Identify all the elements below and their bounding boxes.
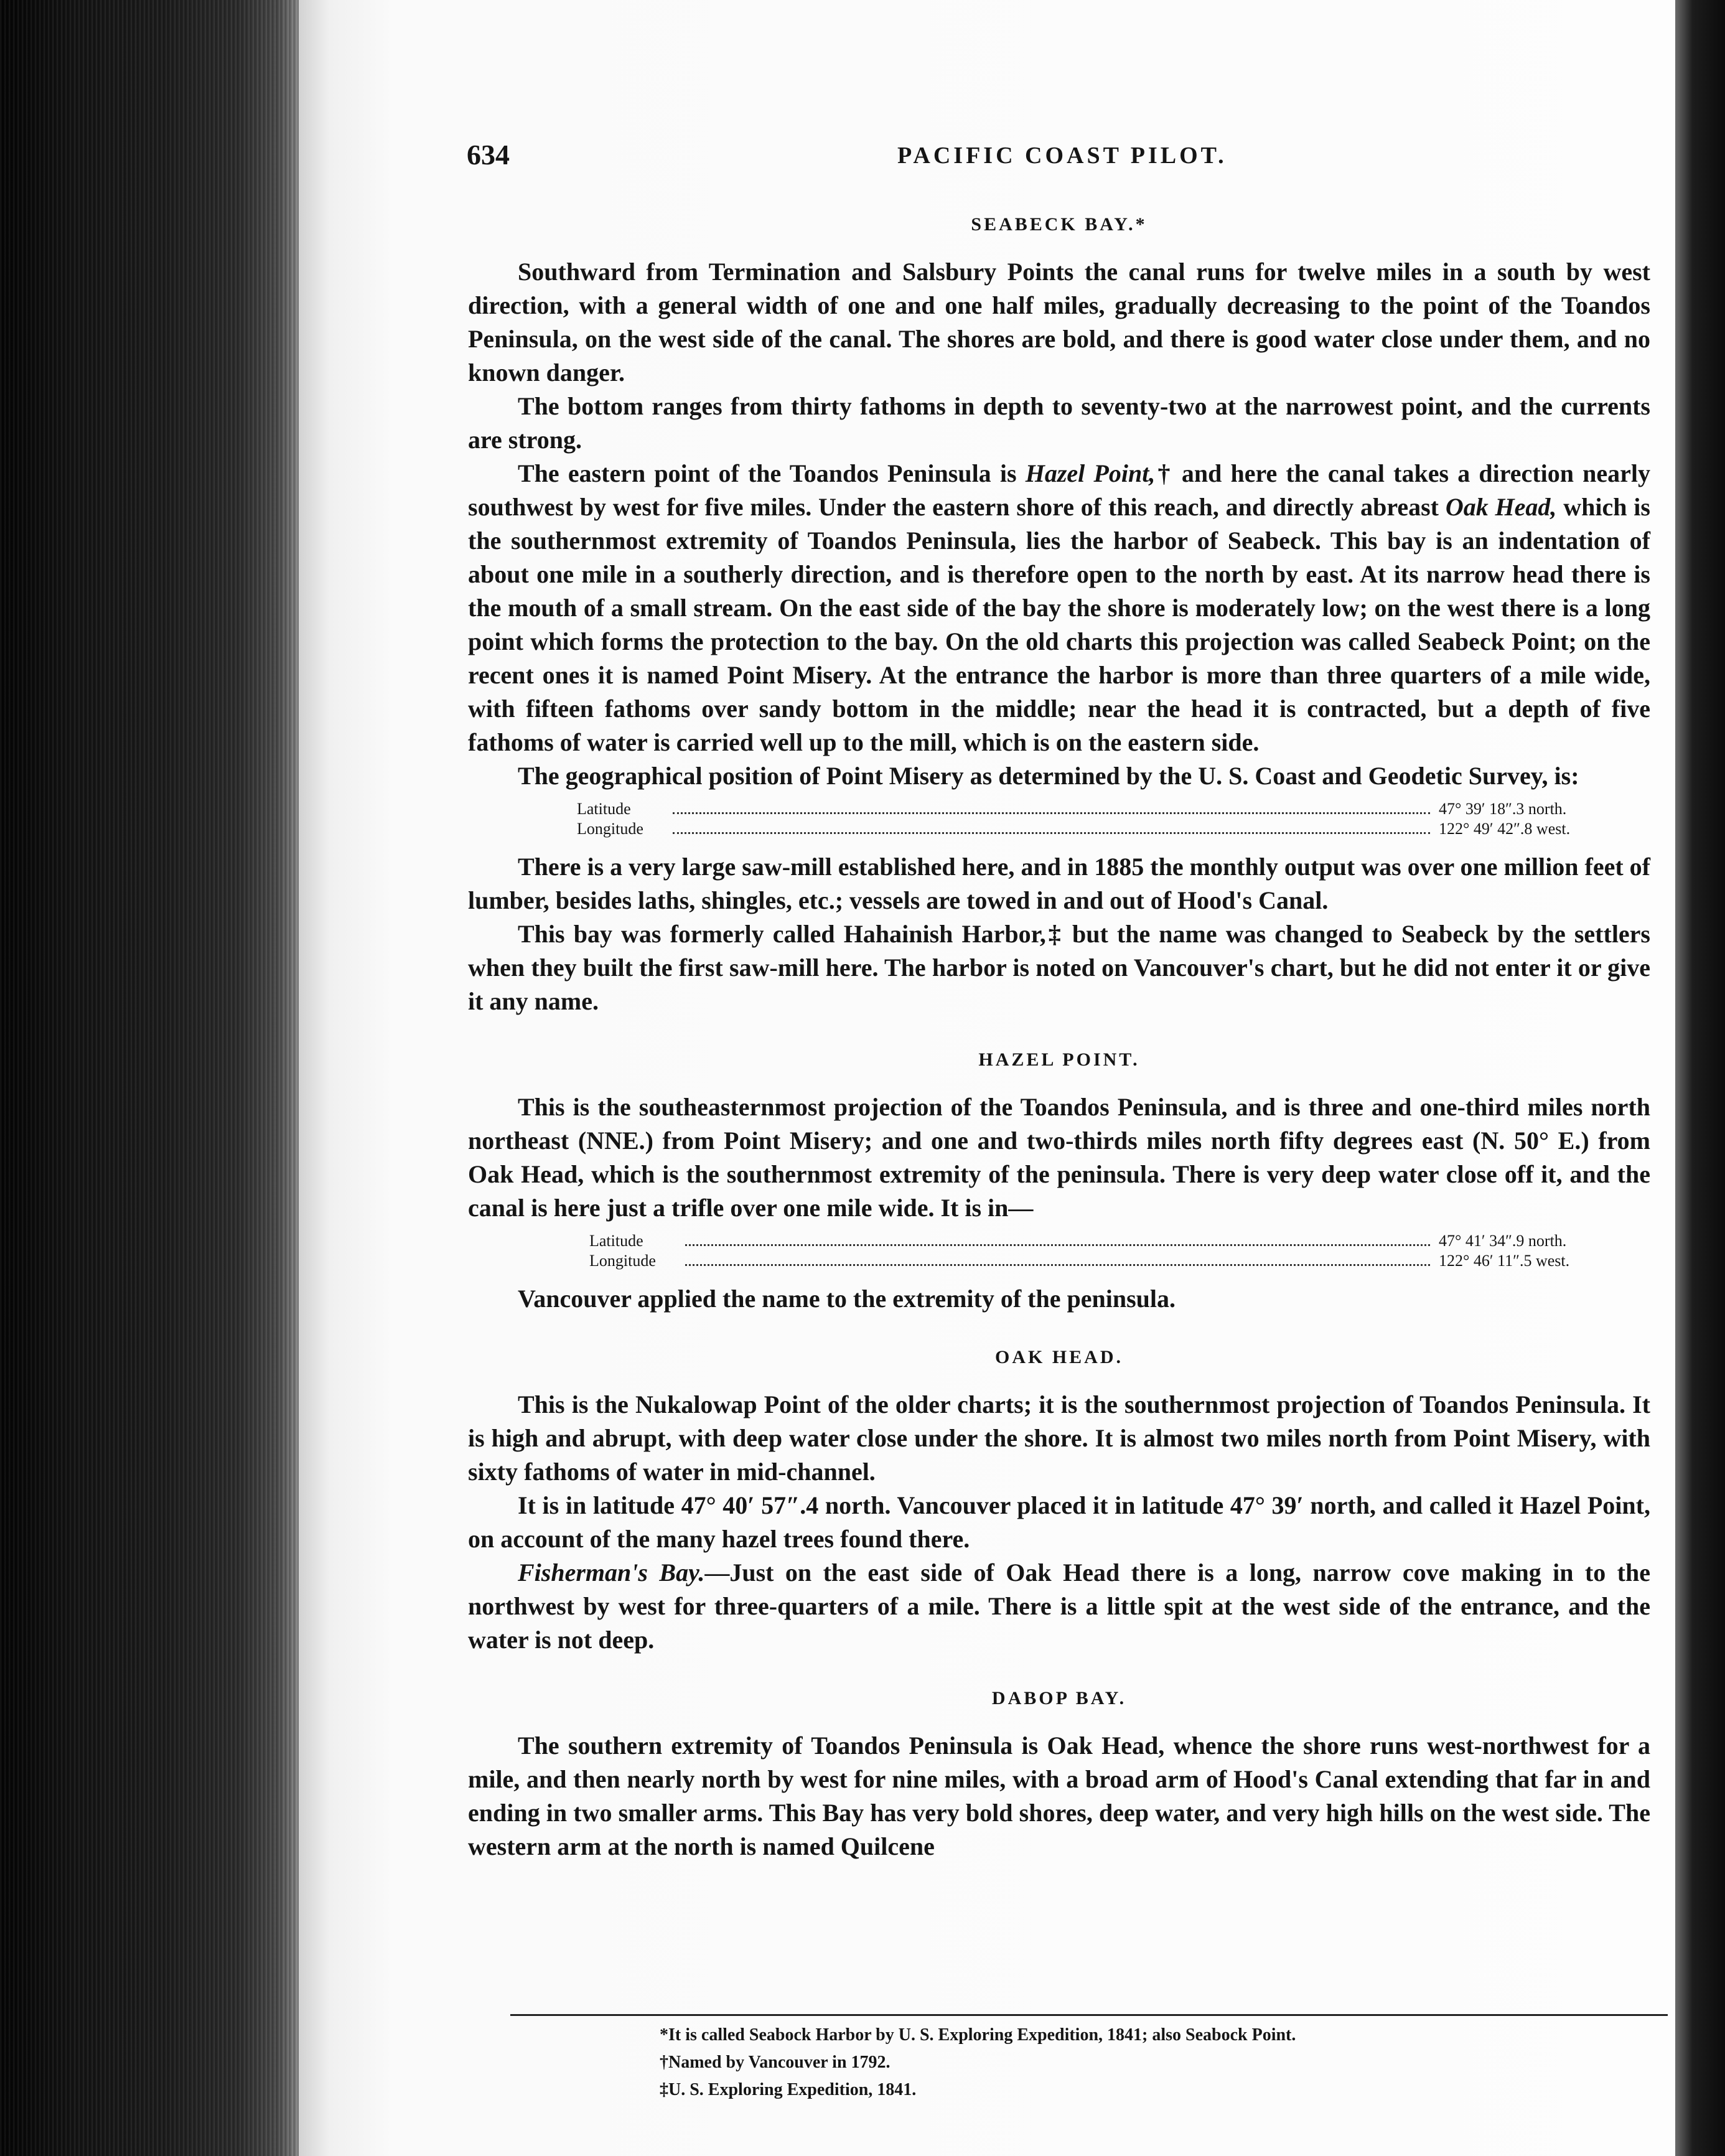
footnote: ‡U. S. Exploring Expedition, 1841. bbox=[660, 2080, 917, 2099]
running-title: PACIFIC COAST PILOT. bbox=[897, 143, 1227, 169]
latitude-row: Latitude 47° 41′ 34″.9 north. bbox=[589, 1232, 1567, 1250]
page-number: 634 bbox=[467, 139, 510, 171]
footnote-rule bbox=[510, 2014, 1668, 2016]
longitude-row: Longitude 122° 49′ 42″.8 west. bbox=[577, 820, 1571, 838]
footnote: †Named by Vancouver in 1792. bbox=[660, 2053, 891, 2072]
paragraph: The bottom ranges from thirty fathoms in depth to seventy-two at the narrowest point, and the currents are strong. bbox=[468, 392, 1650, 454]
place-name-italic: Fisherman's Bay. bbox=[518, 1558, 705, 1587]
leader-dots bbox=[685, 1264, 1430, 1266]
section-title-dabop-bay: DABOP BAY. bbox=[991, 1688, 1127, 1708]
place-name-italic: Oak Head, bbox=[1445, 493, 1557, 521]
section-title-oak-head: OAK HEAD. bbox=[994, 1347, 1123, 1367]
paragraph: It is in latitude 47° 40′ 57″.4 north. Vancouver placed it in latitude 47° 39′ north, and called it Hazel Point, on account of the many hazel trees found there. bbox=[468, 1491, 1650, 1553]
book-cover-edge bbox=[1675, 0, 1725, 2156]
coordinates-point-misery bbox=[468, 799, 1650, 839]
paragraph: The eastern point of the Toandos Peninsula is Hazel Point,† and here the canal takes a direction nearly southwest by west for five miles. Under the eastern shore of this reach, and directly abreast Oak Head, which is the southernmost extremity of Toandos Peninsula, lies the harbor of Seabeck. This bay is an indentation of about one mile in a southerly direction, and is therefore open to the north by east. At its narrow head there is the mouth of a small stream. On the east side of the bay the shore is moderately low; on the west there is a long point which forms the protection to the bay. On the old charts this projection was called Seabeck Point; on the recent ones it is named Point Misery. At the entrance the harbor is more than three quarters of a mile wide, with fifteen fathoms over sandy bottom in the middle; near the head it is contracted, but a depth of five fathoms of water is carried well up to the mill, which is on the eastern side. bbox=[468, 459, 1651, 756]
section-title-hazel-point: HAZEL POINT. bbox=[978, 1049, 1140, 1070]
footnotes bbox=[660, 2022, 1296, 2104]
latitude-row: Latitude 47° 39′ 18″.3 north. bbox=[577, 800, 1567, 818]
paragraph: This is the Nukalowap Point of the older charts; it is the southernmost projection of Toandos Peninsula. It is high and abrupt, with deep water close under the shore. It is almost two miles north from Point Misery, with sixty fathoms of water in mid-channel. bbox=[468, 1390, 1650, 1486]
longitude-row: Longitude 122° 46′ 11″.5 west. bbox=[589, 1252, 1570, 1270]
leader-dots bbox=[673, 832, 1430, 834]
coordinates-hazel-point bbox=[468, 1231, 1650, 1271]
paragraph: There is a very large saw-mill established here, and in 1885 the monthly output was over one million feet of lumber, besides laths, shingles, etc.; vessels are towed in and out of Hood's Canal. bbox=[468, 853, 1650, 914]
paragraph: Southward from Termination and Salsbury Points the canal runs for twelve miles in a south by west direction, with a general width of one and one half miles, gradually decreasing to the point of the Toandos Peninsula, on the west side of the canal. The shores are bold, and there is good water close under them, and no known danger. bbox=[468, 258, 1650, 387]
paragraph: This bay was formerly called Hahainish Harbor,‡ but the name was changed to Seabeck by the settlers when they built the first saw-mill here. The harbor is noted on Vancouver's chart, but he did not enter it or give it any name. bbox=[468, 920, 1650, 1015]
section-title-seabeck: SEABECK BAY.* bbox=[971, 214, 1148, 235]
leader-dots bbox=[685, 1244, 1430, 1246]
paragraph: Fisherman's Bay.—Just on the east side of Oak Head there is a long, narrow cove making in to the northwest by west for three-quarters of a mile. There is a little spit at the west side of the entrance, and the water is not deep. bbox=[468, 1558, 1651, 1654]
leader-dots bbox=[673, 812, 1430, 814]
page-content bbox=[468, 187, 1650, 1863]
paragraph: This is the southeasternmost projection of the Toandos Peninsula, and is three and one-third miles north northeast (NNE.) from Point Misery; and one and two-thirds miles north fifty degrees east (N. 50° E.) from Oak Head, which is the southernmost extremity of the peninsula. There is very deep water close off it, and the canal is here just a trifle over one mile wide. It is in— bbox=[468, 1093, 1650, 1222]
book-page bbox=[299, 0, 1675, 2156]
book-page-edges bbox=[0, 0, 299, 2156]
place-name-italic: Hazel Point, bbox=[1025, 459, 1156, 487]
paragraph: The geographical position of Point Misery as determined by the U. S. Coast and Geodetic Survey, is: bbox=[518, 762, 1579, 790]
footnote: *It is called Seabock Harbor by U. S. Exploring Expedition, 1841; also Seabock Point. bbox=[660, 2025, 1296, 2045]
paragraph: The southern extremity of Toandos Peninsula is Oak Head, whence the shore runs west-northwest for a mile, and then nearly north by west for nine miles, with a broad arm of Hood's Canal extending that far in and ending in two smaller arms. This Bay has very bold shores, deep water, and very high hills on the west side. The western arm at the north is named Quilcene bbox=[468, 1732, 1650, 1860]
paragraph: Vancouver applied the name to the extremity of the peninsula. bbox=[518, 1285, 1176, 1313]
